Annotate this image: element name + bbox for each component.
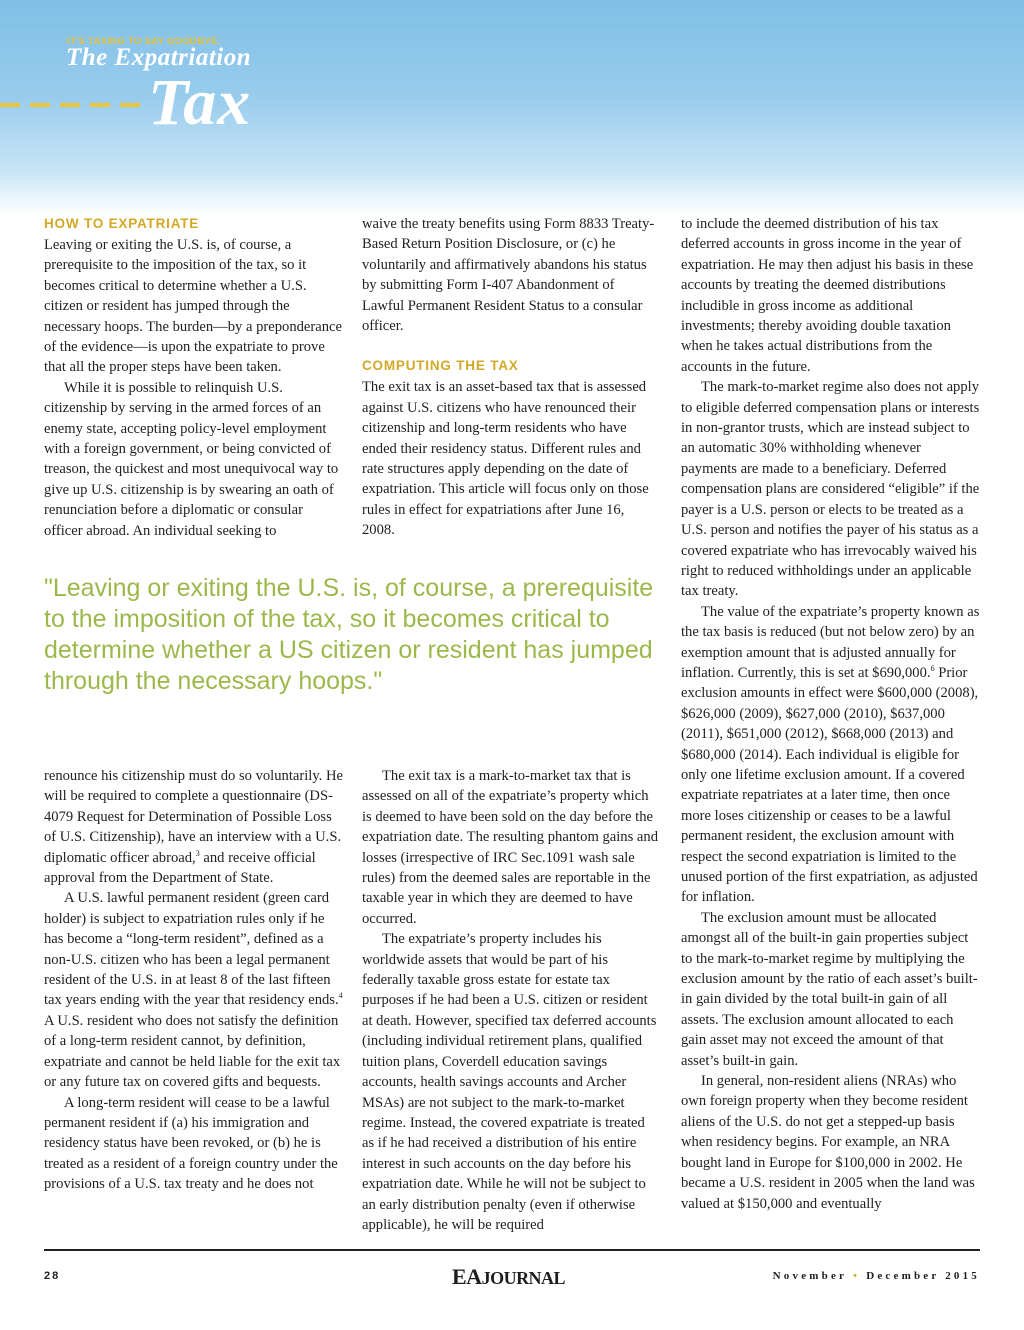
ea-journal-logo: EAJOURNAL bbox=[452, 1264, 566, 1289]
column-1-top bbox=[44, 214, 344, 541]
column-1-bottom bbox=[44, 766, 344, 1195]
paragraph: The expatriate’s property includes his worldwide assets that would be part of his federally taxable gross estate for estate tax purposes if he had been a U.S. citizen or resident at death. However, specified tax deferred accounts (including individual retirement plans, qualified tuition plans, Coverdell education savings accounts, health savings accounts and Archer MSAs) are not subject to the mark-to-market regime. Instead, the covered expatriate is treated as if he had received a distribution of his entire interest in such accounts on the day before his expatriation date. While he will not be subject to an early distribution penalty (even if otherwise applicable), he will be required bbox=[362, 931, 657, 1233]
paragraph: waive the treaty benefits using Form 8833 Treaty-Based Return Position Disclosure, or (c) he voluntarily and affirmatively abandons his status by submitting Form I-407 Abandonment of Lawful Permanent Resident Status to a consular officer. bbox=[362, 216, 655, 335]
paragraph: The mark-to-market regime also does not apply to eligible deferred compensation plans or interests in non-grantor trusts, which are instead subject to an automatic 30% withholding whenever payments are made to a beneficiary. Deferred compensation plans are considered “eligible” if the payer is a U.S. person or elects to be treated as a U.S. person and notifies the payer of his status as a covered expatriate who has irrevocably waived his right to reduced withholdings under an applicable tax treaty. bbox=[681, 379, 980, 600]
paragraph: A U.S. lawful permanent resident (green card holder) is subject to expatriation rules only if he has become a “long-term resident”, defined as a non-U.S. citizen who has been a legal permanent resident of the U.S. in at least 8 of the last fifteen tax years ending with the year that residency ends.$^4$ A U.S. resident who does not satisfy the definition of a long-term resident cannot, by definition, expatriate and cannot be held liable for the exit tax or any future tax on covered gifts and bequests. bbox=[44, 890, 343, 1091]
paragraph: In general, non-resident aliens (NRAs) who own foreign property when they become resident aliens of the U.S. do not get a stepped-up basis when residency begins. For example, an NRA bought land in Europe for $100,000 in 2002. He became a U.S. resident in 2005 when the land was valued at $150,000 and eventually bbox=[681, 1073, 975, 1212]
column-3 bbox=[681, 214, 980, 1214]
article-kicker: IT'S TAXING TO SAY GOODBYE: bbox=[67, 36, 222, 47]
paragraph: The exit tax is an asset-based tax that is assessed against U.S. citizens who have renounced their citizenship and long-term residents who have ended their residency status. Different rules and rate structures apply depending on the date of expatriation. This article will focus only on those rules in effect for expatriations after June 16, 2008. bbox=[362, 379, 649, 539]
paragraph: to include the deemed distribution of his tax deferred accounts in gross income in the year of expatriation. He may then adjust his basis in these accounts by treating the deemed distributions includible in gross income as additional investments; thereby avoiding double taxation when he takes actual distributions from the accounts in the future. bbox=[681, 216, 974, 375]
article-title-line1: The Expatriation bbox=[66, 44, 252, 71]
footer-rule bbox=[44, 1249, 980, 1251]
section-heading-how-to-expatriate: HOW TO EXPATRIATE bbox=[44, 216, 200, 231]
section-heading-computing-the-tax: COMPUTING THE TAX bbox=[362, 358, 519, 374]
paragraph: The value of the expatriate’s property known as the tax basis is reduced (but not below zero) by an exemption amount that is adjusted annually for inflation. Currently, this is set at $690,000.$^6$ Prior exclusion amounts in effect were $600,000 (2008), $626,000 (2009), $627,000 (2010), $637,000 (2011), $651,000 (2012), $668,000 (2013) and $680,000 (2014). Each individual is eligible for only one lifetime exclusion amount. If a covered expatriate repatriates at a later time, then once more loses citizenship or ceases to be a lawful permanent resident, the exclusion amount with respect the second expatriation is limited to the unused portion of the first expatriation, as adjusted for inflation. bbox=[681, 603, 980, 906]
decorative-dashes bbox=[0, 103, 140, 107]
paragraph: While it is possible to relinquish U.S. citizenship by serving in the armed forces of an enemy state, accepting policy-level employment with a foreign government, or being convicted of treason, the quickest and most unequivocal way to give up U.S. citizenship is by swearing an oath of renunciation before a diplomatic or consular officer abroad. An individual seeking to bbox=[44, 379, 339, 539]
page-number: 28 bbox=[44, 1270, 61, 1282]
pull-quote: "Leaving or exiting the U.S. is, of course, a prerequisite to the imposition of the tax, so it becomes critical to determine whether a US citizen or resident has jumped through the necessary hoops." bbox=[44, 574, 654, 695]
issue-date: November • December 2015 bbox=[772, 1270, 980, 1282]
paragraph: The exit tax is a mark-to-market tax that is assessed on all of the expatriate’s property which is deemed to have been sold on the day before the expatriation date. The resulting phantom gains and losses (irrespective of IRC Sec.1091 wash sale rules) from the deemed sales are reportable in the taxable year in which they are deemed to have occurred. bbox=[362, 768, 658, 927]
column-2-bottom bbox=[362, 766, 659, 1235]
paragraph: A long-term resident will cease to be a lawful permanent resident if (a) his immigration and residency status have been revoked, or (b) he is treated as a resident of a foreign country under the provisions of a U.S. tax treaty and he does not bbox=[44, 1094, 338, 1193]
paragraph: The exclusion amount must be allocated amongst all of the built-in gain properties subject to the mark-to-market regime by multiplying the exclusion amount by the ratio of each asset’s built-in gain divided by the total built-in gain of all assets. The exclusion amount allocated to each gain asset may not exceed the amount of that asset’s built-in gain. bbox=[681, 909, 978, 1069]
paragraph: renounce his citizenship must do so voluntarily. He will be required to complete a questionnaire (DS-4079 Request for Determination of Possible Loss of U.S. Citizenship), have an interview with a U.S. diplomatic officer abroad,$^3$ and receive official approval from the Department of State. bbox=[44, 768, 343, 887]
article-title-line2: Tax bbox=[148, 66, 252, 139]
column-2-top bbox=[362, 214, 659, 541]
paragraph: Leaving or exiting the U.S. is, of course, a prerequisite to the imposition of the tax, so it becomes critical to determine whether a U.S. citizen or resident has jumped through the necessary hoops. The burden—by a preponderance of the evidence—is upon the expatriate to prove that all the proper steps have been taken. bbox=[44, 237, 342, 376]
